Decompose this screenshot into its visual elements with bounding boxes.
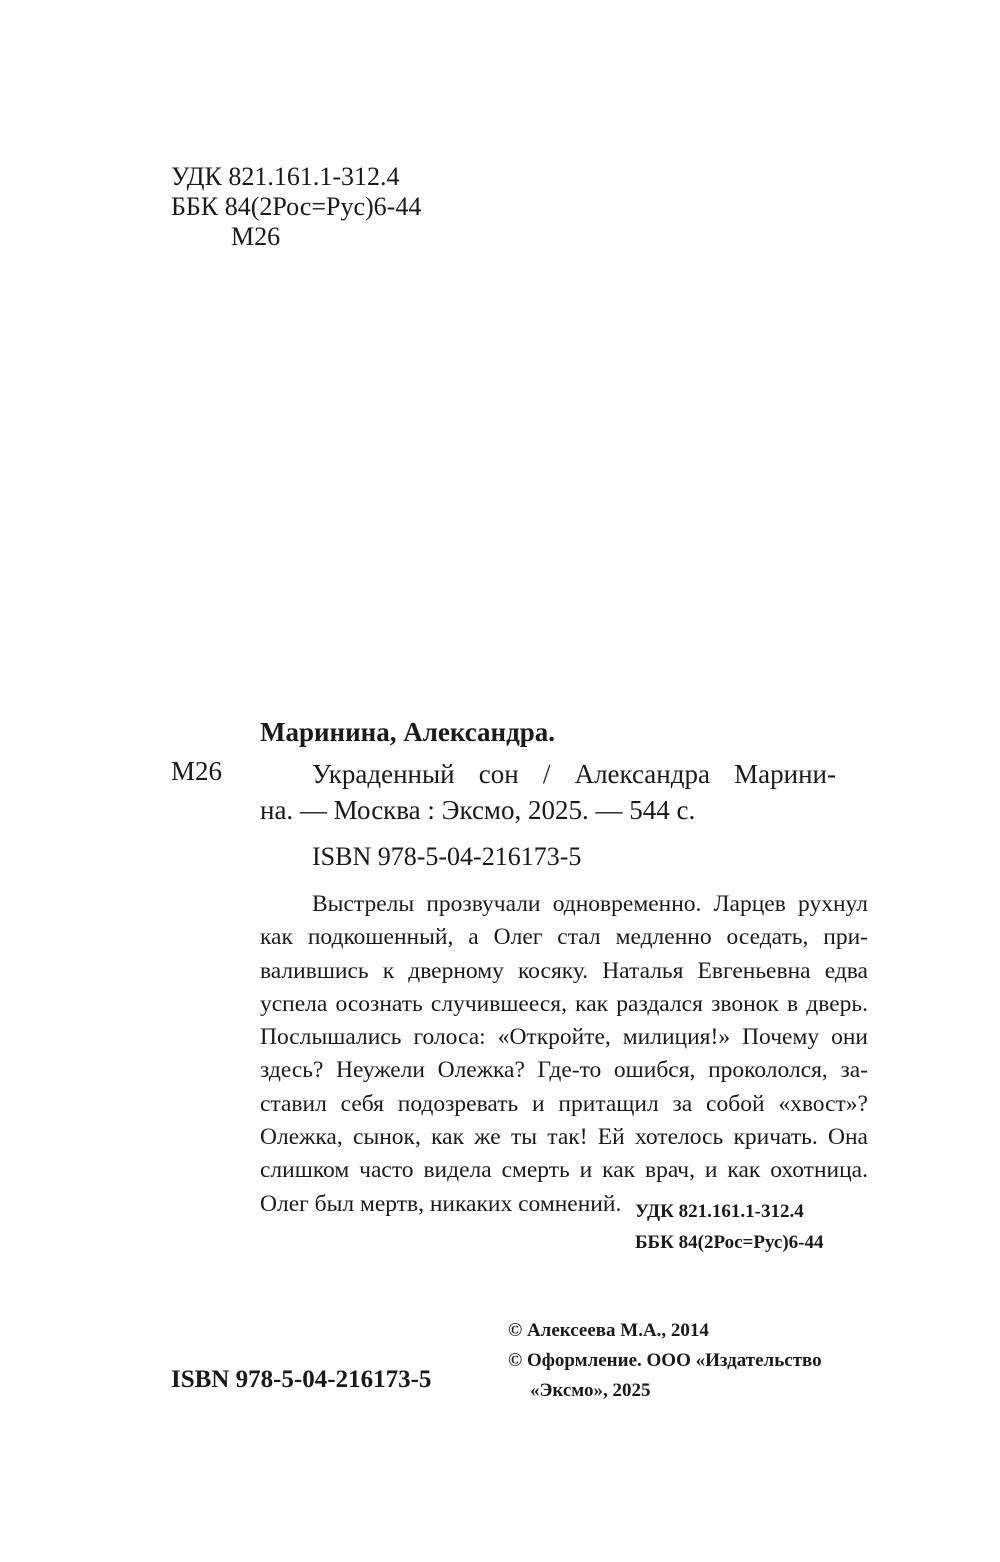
annotation-line: как подкошенный, а Олег стал медленно оседать, при- (260, 924, 868, 951)
classification-codes-top (171, 162, 421, 252)
bbk-code: ББК 84(2Рос=Рус)6-44 (171, 192, 422, 221)
annotation-line: валившись к дверному косяку. Наталья Евгеньевна едва (260, 957, 868, 984)
annotation (260, 888, 868, 1221)
annotation-line: Послышались голоса: «Откройте, милиция!» Почему они (260, 1024, 868, 1051)
annotation-line: здесь? Неужели Олежка? Где-то ошибся, прокололся, за- (260, 1057, 868, 1084)
udk-code: УДК 821.161.1-312.4 (171, 162, 400, 191)
bibliographic-description (260, 756, 836, 828)
udk-code: УДК 821.161.1-312.4 (635, 1201, 804, 1222)
biblio-line: Украденный сон / Александра Марини- (312, 759, 836, 789)
copyright-block (508, 1316, 822, 1406)
annotation-line: Олег был мертв, никаких сомнений. (260, 1190, 622, 1217)
annotation-line: Олежка, сынок, как же ты так! Ей хотелось кричать. Она (260, 1124, 868, 1151)
isbn-entry: ISBN 978-5-04-216173-5 (312, 842, 582, 871)
copyright-line: «Эксмо», 2025 (530, 1380, 651, 1401)
annotation-line: успела осознать случившееся, как раздался звонок в дверь. (260, 990, 868, 1017)
author-mark: М26 (231, 222, 281, 251)
annotation-line: Выстрелы прозвучали одновременно. Ларцев рухнул (312, 891, 868, 917)
author-heading: Маринина, Александра. (260, 717, 556, 747)
copyright-line: © Алексеева М.А., 2014 (508, 1320, 709, 1341)
copyright-line: © Оформление. ООО «Издательство (508, 1350, 822, 1371)
isbn-bottom: ISBN 978-5-04-216173-5 (171, 1366, 432, 1393)
classification-codes-bottom (635, 1196, 823, 1258)
biblio-line: на. — Москва : Эксмо, 2025. — 544 с. (260, 795, 696, 825)
margin-author-mark: М26 (171, 756, 223, 786)
bbk-code: ББК 84(2Рос=Рус)6-44 (635, 1232, 824, 1253)
annotation-line: слишком часто видела смерть и как врач, и как охотница. (260, 1157, 868, 1184)
annotation-line: ставил себя подозревать и притащил за собой «хвост»? (260, 1090, 868, 1117)
